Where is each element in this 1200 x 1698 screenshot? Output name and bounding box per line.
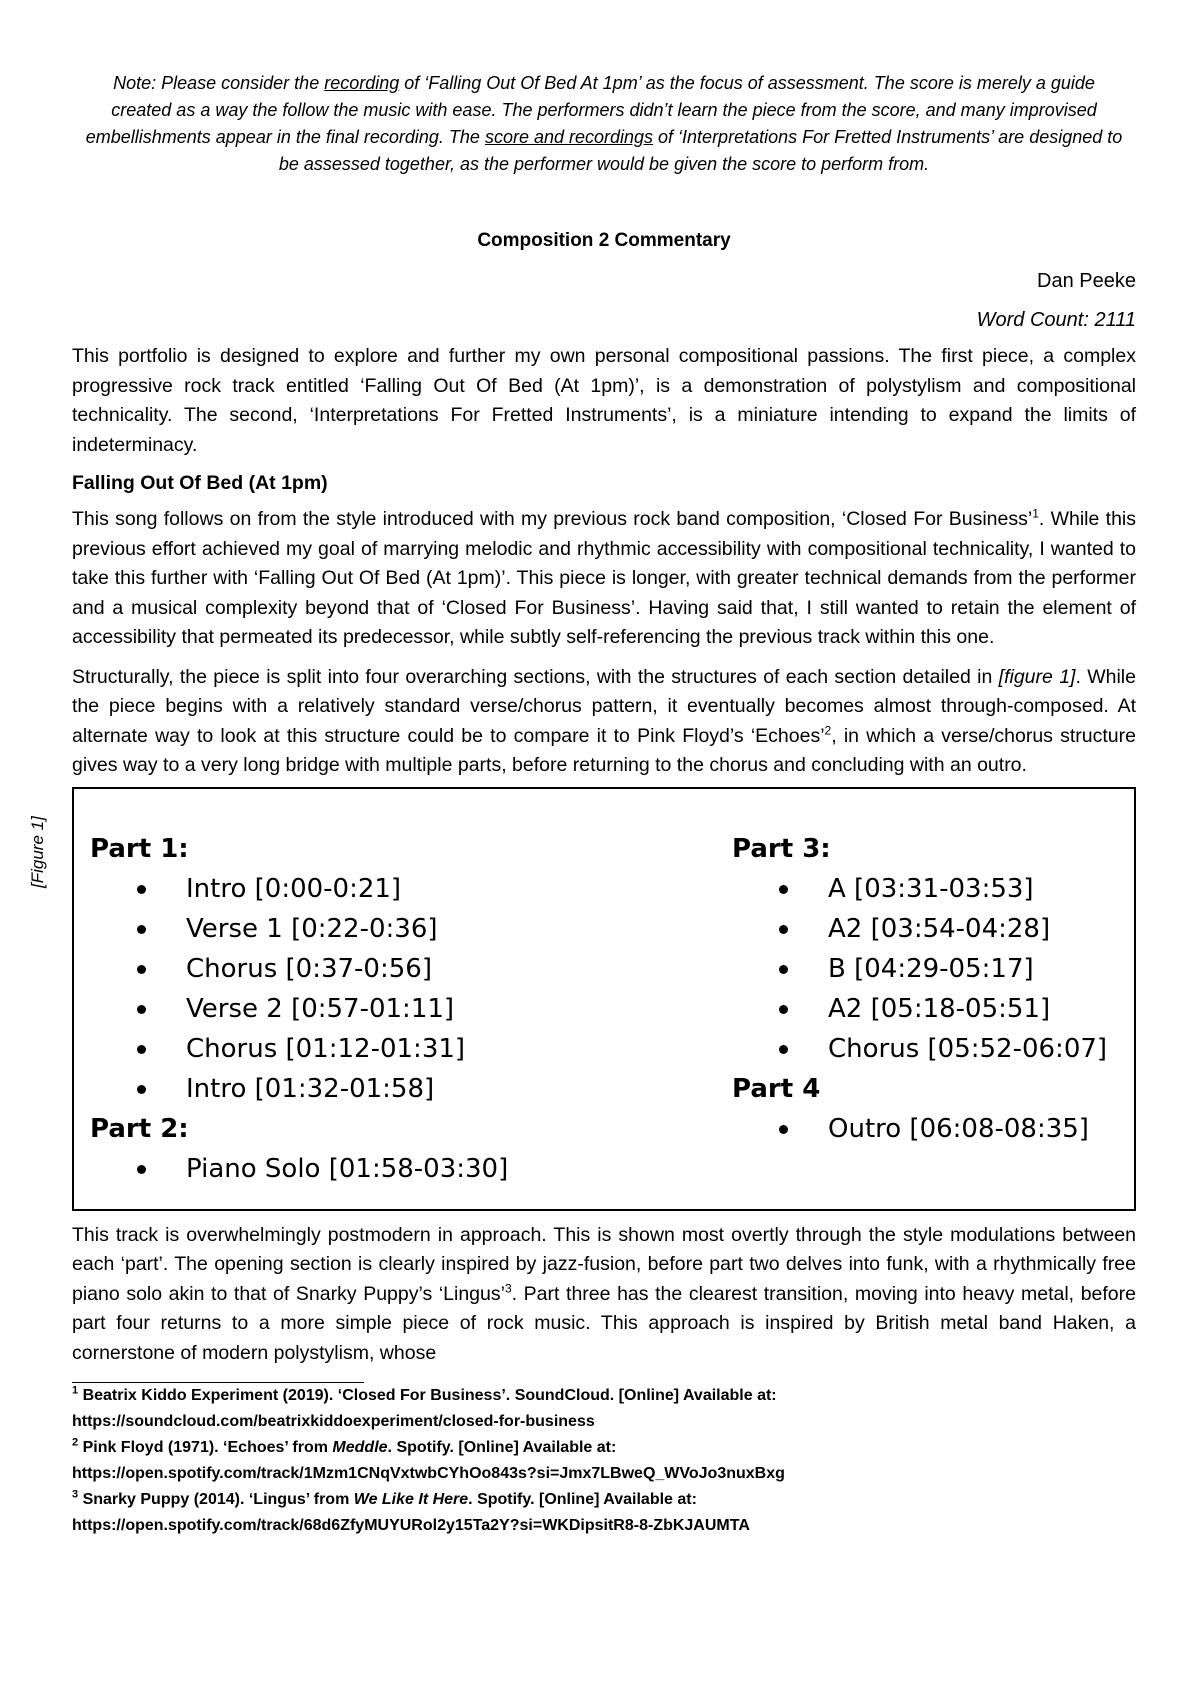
- structure-list-item: [732, 989, 1107, 1029]
- footnote-album: We Like It Here: [353, 1491, 469, 1508]
- figure-1-structure-box: [72, 787, 1136, 1211]
- para3-text-a: Structurally, the piece is split into four overarching sections, with the structures of each section detailed in: [72, 665, 999, 688]
- structure-list-item: [90, 1029, 508, 1069]
- footnote-number: 3: [72, 1488, 79, 1501]
- structure-item-label: Chorus [01:12-01:31]: [186, 1033, 466, 1064]
- footnote-text: . Spotify. [Online] Available at:: [387, 1439, 617, 1456]
- note-underline-recording: recording: [324, 73, 400, 93]
- para2-text-a: This song follows on from the style introduced with my previous rock band composition, ‘Closed For Business’: [72, 508, 1033, 530]
- part-4-title: Part 4: [732, 1073, 821, 1104]
- note-text-2: of ‘Falling Out Of Bed At 1pm’ as the focus of assessment. The score is merely a guide created as a way the follow the music with ease. The performers didn’t learn the piece from the score, and many improvised embellishments appear in the final recording. The: [85, 73, 1097, 147]
- footnote-ref-1[interactable]: 1: [1032, 506, 1039, 521]
- footnote-3: [72, 1487, 1136, 1539]
- figure-right-column: [732, 829, 1107, 1149]
- figure-reference: [figure 1]: [998, 665, 1076, 688]
- footnote-url[interactable]: https://soundcloud.com/beatrixkiddoexperiment/closed-for-business: [72, 1413, 595, 1430]
- para3-text-b: . While the piece begins with a relatively standard verse/chorus pattern, it eventually becomes almost through-composed. At alternate way to look at this structure could be to compare it to Pink Floyd’s ‘Echoes’: [72, 665, 1136, 747]
- structure-item-label: Chorus [05:52-06:07]: [828, 1033, 1108, 1064]
- structure-item-label: Piano Solo [01:58-03:30]: [186, 1153, 509, 1184]
- part-3-list: [732, 869, 1107, 1069]
- footnote-number: 2: [72, 1436, 79, 1449]
- paragraph-2: [72, 505, 1136, 653]
- note-text-1: Note: Please consider the: [113, 73, 325, 93]
- structure-item-label: Chorus [0:37-0:56]: [186, 953, 432, 984]
- structure-list-item: [90, 949, 508, 989]
- structure-item-label: Verse 1 [0:22-0:36]: [186, 913, 438, 944]
- structure-list-item: [90, 909, 508, 949]
- part-1-title: Part 1:: [90, 833, 189, 864]
- structure-item-label: Intro [0:00-0:21]: [186, 873, 402, 904]
- footnotes: [72, 1383, 1136, 1539]
- footnote-album: Meddle: [332, 1439, 388, 1456]
- structure-list-item: [90, 1069, 508, 1109]
- document-page: [72, 70, 1136, 1539]
- structure-item-label: A2 [03:54-04:28]: [828, 913, 1051, 944]
- structure-item-label: Verse 2 [0:57-01:11]: [186, 993, 455, 1024]
- footnote-ref-2[interactable]: 2: [824, 723, 832, 737]
- part-1-list: [90, 869, 508, 1109]
- footnote-ref-3[interactable]: 3: [504, 1281, 512, 1295]
- structure-list-item: [90, 989, 508, 1029]
- structure-item-label: Outro [06:08-08:35]: [828, 1113, 1089, 1144]
- structure-list-item: [90, 1149, 508, 1189]
- page-title: Composition 2 Commentary: [477, 230, 731, 251]
- footnote-1: [72, 1383, 1136, 1435]
- section-heading: Falling Out Of Bed (At 1pm): [72, 472, 328, 494]
- para3-text-c: , in which a verse/chorus structure gives way to a very long bridge with multiple parts, before returning to the chorus and concluding with an outro.: [72, 724, 1136, 776]
- structure-item-label: Intro [01:32-01:58]: [186, 1073, 435, 1104]
- structure-list-item: [732, 869, 1107, 909]
- footnote-2: [72, 1435, 1136, 1487]
- footnote-number: 1: [72, 1384, 79, 1397]
- structure-list-item: [732, 1109, 1107, 1149]
- note-underline-score: score and recordings: [484, 127, 654, 147]
- structure-list-item: [732, 1029, 1107, 1069]
- part-3-title: Part 3:: [732, 833, 831, 864]
- structure-item-label: A [03:31-03:53]: [828, 873, 1034, 904]
- assessment-note: [84, 70, 1124, 178]
- structure-list-item: [732, 909, 1107, 949]
- part-4-list: [732, 1109, 1107, 1149]
- footnote-text: . Spotify. [Online] Available at:: [468, 1491, 697, 1508]
- word-count: Word Count: 2111: [976, 309, 1136, 331]
- author-name: Dan Peeke: [1037, 270, 1136, 292]
- part-2-title: Part 2:: [90, 1113, 189, 1144]
- structure-item-label: A2 [05:18-05:51]: [828, 993, 1051, 1024]
- figure-1-side-label: [Figure 1]: [28, 816, 47, 888]
- paragraph-4: [72, 1221, 1136, 1369]
- structure-list-item: [90, 869, 508, 909]
- structure-item-label: B [04:29-05:17]: [828, 953, 1034, 984]
- footnote-text: Beatrix Kiddo Experiment (2019). ‘Closed For Business’. SoundCloud. [Online] Available at:: [78, 1387, 777, 1404]
- para4-text-b: . Part three has the clearest transition, moving into heavy metal, before part four returns to a more simple piece of rock music. This approach is inspired by British metal band Haken, a cornerstone of modern polystylism, whose: [72, 1282, 1136, 1364]
- footnote-text: Pink Floyd (1971). ‘Echoes’ from: [78, 1439, 333, 1456]
- footnote-url[interactable]: https://open.spotify.com/track/68d6ZfyMUYURol2y15Ta2Y?si=WKDipsitR8-8-ZbKJAUMTA: [72, 1517, 750, 1534]
- paragraph-3: [72, 663, 1136, 781]
- structure-list-item: [732, 949, 1107, 989]
- para2-text-b: . While this previous effort achieved my goal of marrying melodic and rhythmic accessibility with compositional technicality, I wanted to take this further with ‘Falling Out Of Bed (At 1pm)’. This piece is longer, with greater technical demands from the performer and a musical complexity beyond that of ‘Closed For Business’. Having said that, I still wanted to retain the element of accessibility that permeated its predecessor, while subtly self-referencing the previous track within this one.: [72, 508, 1137, 648]
- footnote-url[interactable]: https://open.spotify.com/track/1Mzm1CNqVxtwbCYhOo843s?si=Jmx7LBweQ_WVoJo3nuxBxg: [72, 1465, 785, 1482]
- intro-paragraph: This portfolio is designed to explore and further my own personal compositional passions. The first piece, a complex progressive rock track entitled ‘Falling Out Of Bed (At 1pm)’, is a demonstration of polystylism and compositional technicality. The second, ‘Interpretations For Fretted Instruments’, is a miniature intending to expand the limits of indeterminacy.: [72, 345, 1136, 456]
- note-text-3: of ‘Interpretations For Fretted Instruments’ are designed to be assessed together, as the performer would be given the score to perform from.: [278, 127, 1123, 174]
- figure-left-column: [90, 829, 508, 1189]
- part-2-list: [90, 1149, 508, 1189]
- para4-text-a: This track is overwhelmingly postmodern in approach. This is shown most overtly through the style modulations between each ‘part’. The opening section is clearly inspired by jazz-fusion, before part two delves into funk, with a rhythmically free piano solo akin to that of Snarky Puppy’s ‘Lingus’: [72, 1223, 1136, 1305]
- footnote-text: Snarky Puppy (2014). ‘Lingus’ from: [78, 1491, 354, 1508]
